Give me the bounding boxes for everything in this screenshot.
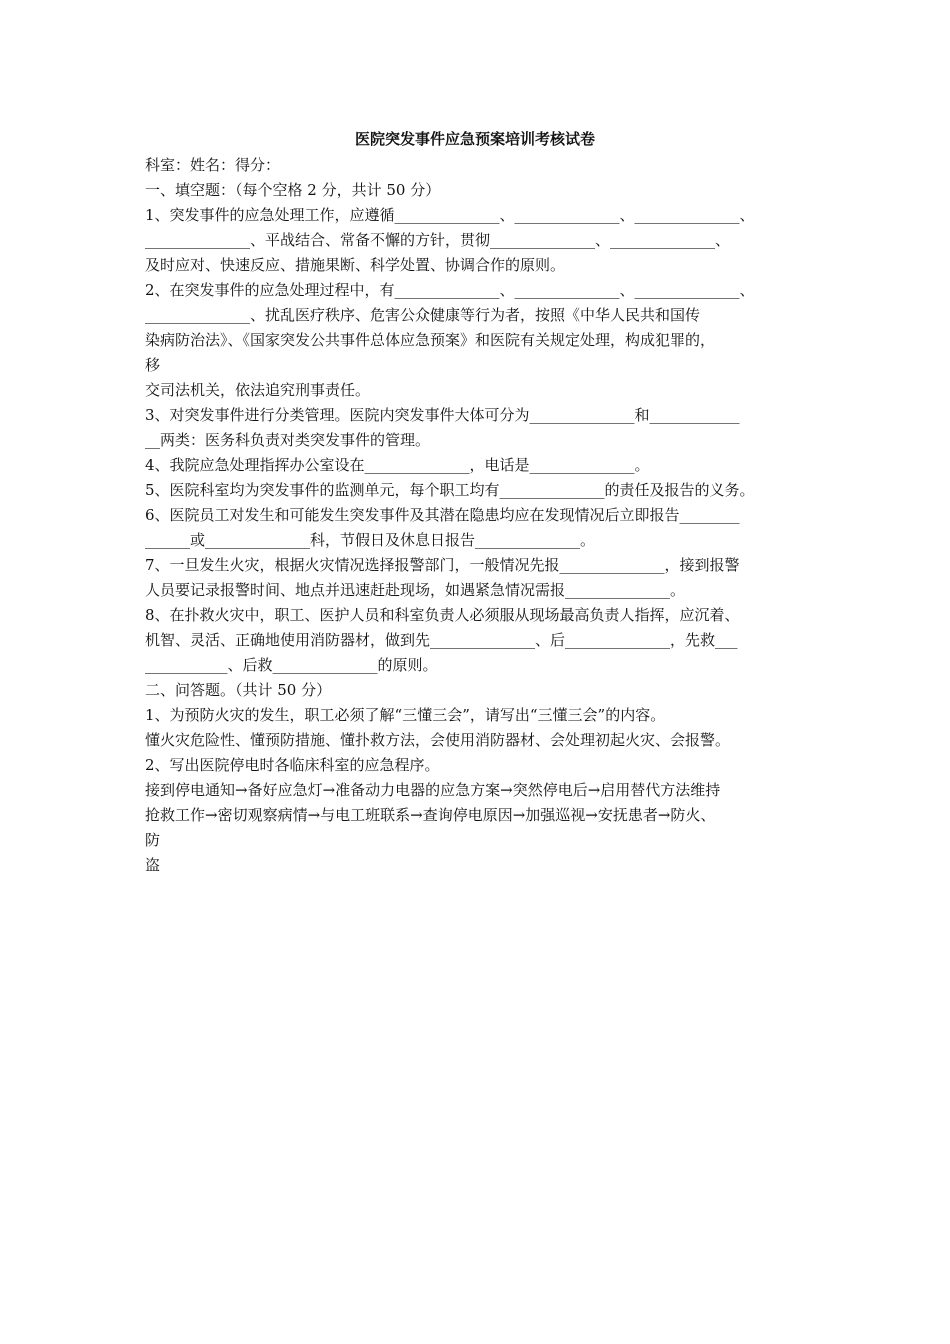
text-line: 8、在扑救火灾中，职工、医护人员和科室负责人必须服从现场最高负责人指挥，应沉着、 <box>145 606 740 624</box>
text-line: ______或______________科，节假日及休息日报告______________。 <box>145 531 596 549</box>
text-line: 及时应对、快速反应、措施果断、科学处置、协调合作的原则。 <box>145 256 566 274</box>
info-line: 科室：姓名：得分： <box>145 156 281 174</box>
text-line: 5、医院科室均为突发事件的监测单元，每个职工均有______________的责任及报告的义务。 <box>145 481 755 499</box>
answer-line: 懂火灾危险性、懂预防措施、懂扑救方法，会使用消防器材、会处理初起火灾、会报警。 <box>145 731 731 749</box>
answer-line: 抢救工作→密切观察病情→与电工班联系→查询停电原因→加强巡视→安抚患者→防火、 <box>145 806 716 824</box>
section-heading-fill-blank: 一、填空题：（每个空格 2 分，共计 50 分） <box>145 181 441 199</box>
document-title: 医院突发事件应急预案培训考核试卷 <box>354 130 595 148</box>
text-line: 移 <box>145 356 161 374</box>
text-line: 2、在突发事件的应急处理过程中，有______________、______________、______________、 <box>145 281 755 299</box>
question-line: 2、写出医院停电时各临床科室的应急程序。 <box>145 756 440 774</box>
section-heading-qa: 二、问答题。（共计 50 分） <box>145 681 332 699</box>
text-line: __两类：医务科负责对类突发事件的管理。 <box>145 431 431 449</box>
text-line: 机智、灵活、正确地使用消防器材，做到先______________、后______________，先救___ <box>145 631 738 649</box>
text-line: 7、一旦发生火灾，根据火灾情况选择报警部门，一般情况先报______________，接到报警 <box>145 556 740 574</box>
text-line: 染病防治法》、《国家突发公共事件总体应急预案》和医院有关规定处理，构成犯罪的， <box>145 331 716 349</box>
text-line: ______________、平战结合、常备不懈的方针，贯彻______________、______________、 <box>145 231 731 249</box>
text-line: 3、对突发事件进行分类管理。医院内突发事件大体可分为______________和____________ <box>145 406 740 424</box>
text-line: 人员要记录报警时间、地点并迅速赶赴现场，如遇紧急情况需报______________。 <box>145 581 686 599</box>
text-line: ___________、后救______________的原则。 <box>145 656 438 674</box>
text-line: ______________、扰乱医疗秩序、危害公众健康等行为者，按照《中华人民共和国传 <box>145 306 701 324</box>
answer-line: 盗 <box>145 856 161 874</box>
text-line: 1、突发事件的应急处理工作，应遵循______________、______________、______________、 <box>145 206 755 224</box>
answer-line: 防 <box>145 831 161 849</box>
text-line: 4、我院应急处理指挥办公室设在______________，电话是______________。 <box>145 456 650 474</box>
text-line: 交司法机关，依法追究刑事责任。 <box>145 381 371 399</box>
question-line: 1、为预防火灾的发生，职工必须了解“三懂三会”，请写出“三懂三会”的内容。 <box>145 706 666 724</box>
text-line: 6、医院员工对发生和可能发生突发事件及其潜在隐患均应在发现情况后立即报告________ <box>145 506 740 524</box>
answer-line: 接到停电通知→备好应急灯→准备动力电器的应急方案→突然停电后→启用替代方法维持 <box>145 781 721 799</box>
